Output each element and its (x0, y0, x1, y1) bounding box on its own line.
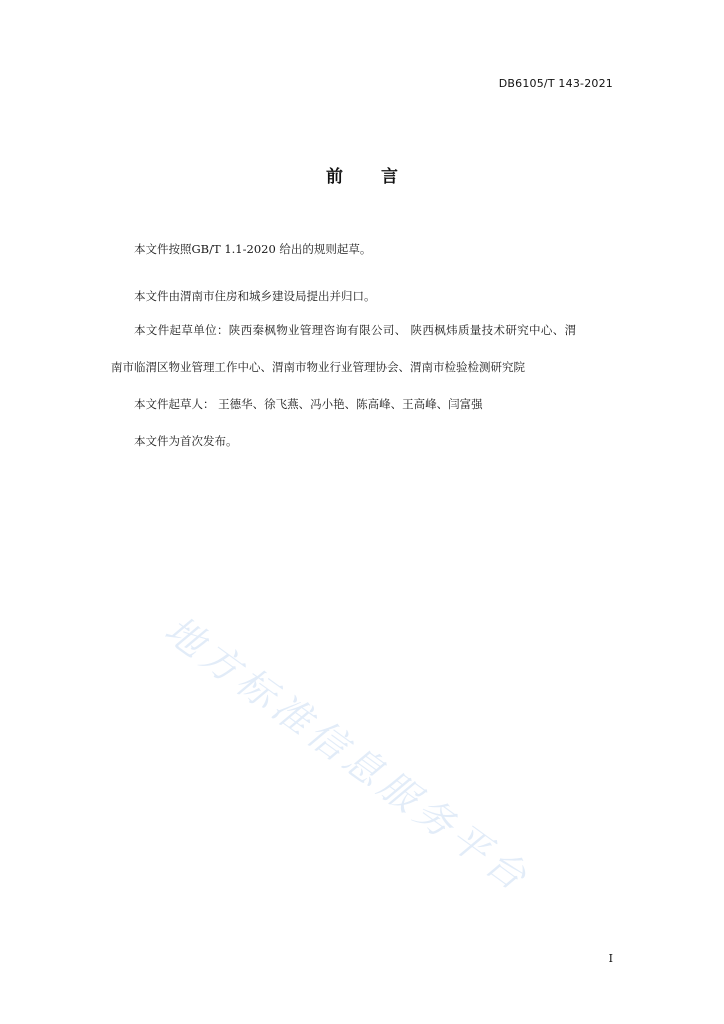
document-code: DB6105/T 143-2021 (498, 77, 613, 90)
paragraph-drafters: 本文件起草人： 王德华、徐飞燕、冯小艳、陈高峰、王高峰、闫富强 (134, 397, 483, 411)
paragraph-drafting-units-line2: 南市临渭区物业管理工作中心、渭南市物业行业管理协会、渭南市检验检测研究院 (111, 360, 525, 374)
paragraph-first-release: 本文件为首次发布。 (134, 434, 238, 448)
paragraph-proposer: 本文件由渭南市住房和城乡建设局提出并归口。 (134, 289, 376, 303)
paragraph-drafting-rules: 本文件按照GB/T 1.1-2020 给出的规则起草。 (134, 242, 372, 256)
page-title: 前言 (326, 167, 436, 187)
page-number: I (608, 952, 613, 965)
paragraph-drafting-units-line1: 本文件起草单位：陕西秦枫物业管理咨询有限公司、 陕西枫炜质量技术研究中心、渭 (134, 323, 577, 337)
watermark: 地方标准信息服务平台 (156, 607, 539, 902)
